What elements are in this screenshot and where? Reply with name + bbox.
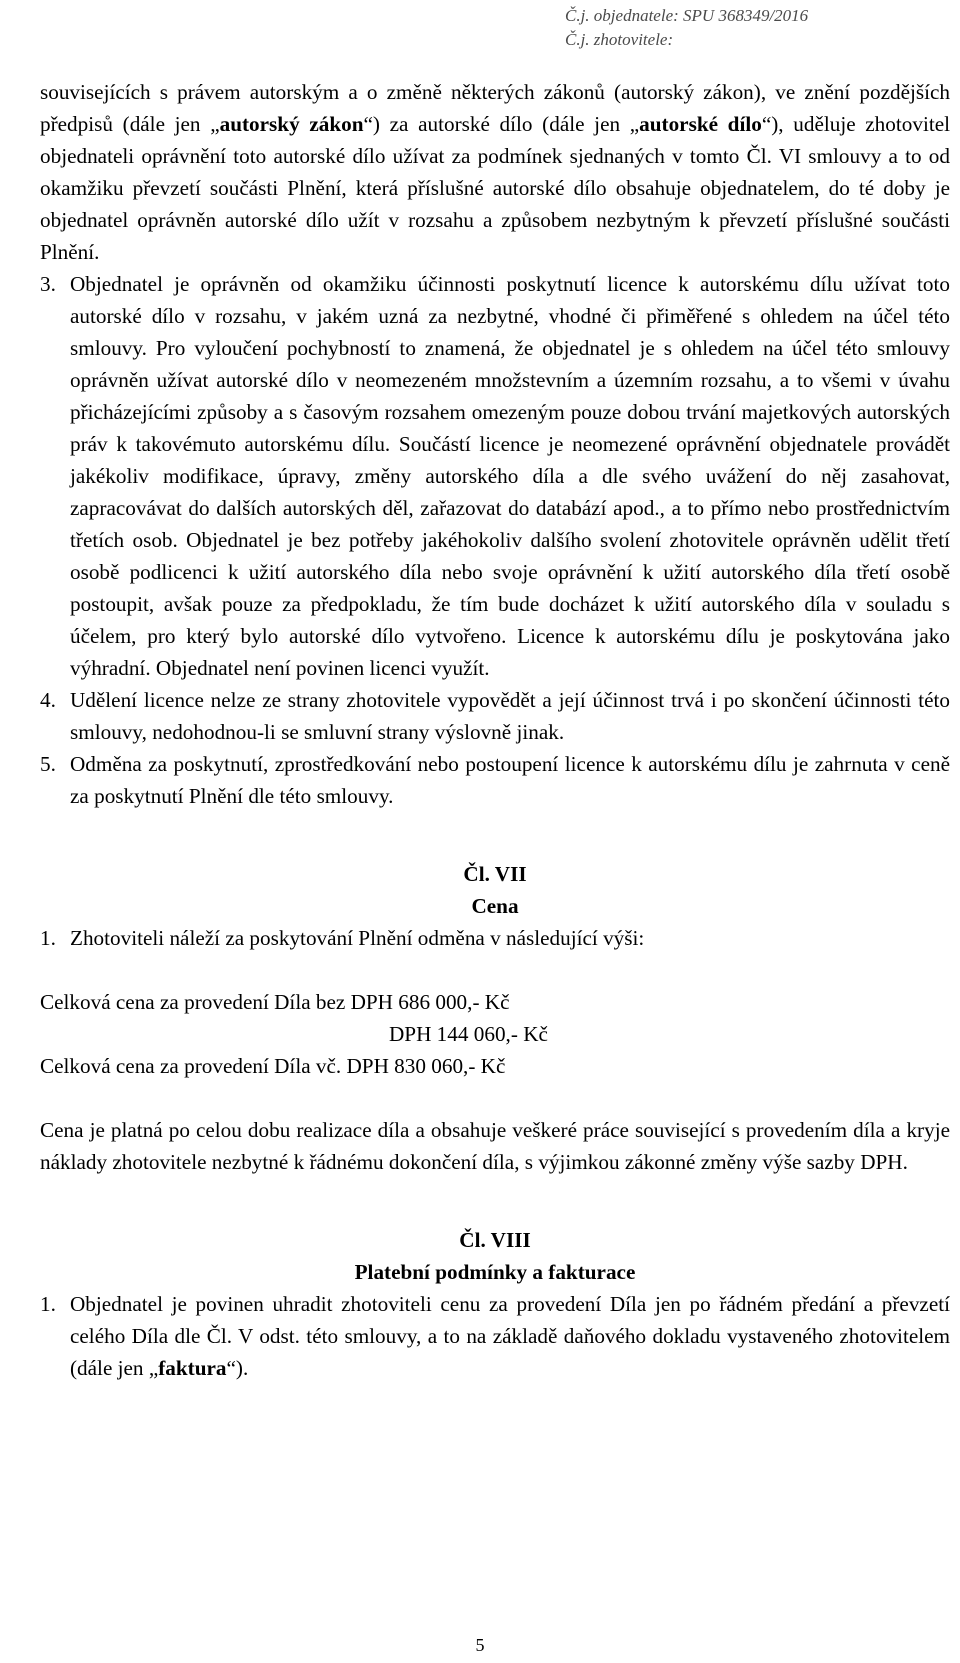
contractor-reference: Č.j. zhotovitele: [565, 30, 674, 49]
item-number: 1. [40, 926, 56, 950]
price-including-vat: Celková cena za provedení Díla vč. DPH 830 060,- Kč [40, 1054, 506, 1078]
page-number: 5 [475, 1635, 485, 1655]
defined-term: autorský zákon [219, 112, 364, 136]
defined-term: faktura [158, 1356, 227, 1380]
item-text: Zhotoviteli náleží za poskytování Plnění odměna v následující výši: [70, 926, 645, 950]
list-item [40, 748, 950, 812]
price-note: Cena je platná po celou dobu realizace díla a obsahuje veškeré práce související s provedením díla a kryje náklady zhotovitele nezbytné k řádnému dokončení díla, s výjimkou zákonné změny výše sazby DPH. [40, 1118, 950, 1174]
document-reference-header [565, 4, 808, 52]
item-text: Odměna za poskytnutí, zprostředkování nebo postoupení licence k autorskému dílu je zahrnuta v ceně za poskytnutí Plnění dle této smlouvy. [70, 752, 950, 808]
vat-amount: DPH 144 060,- Kč [389, 1022, 548, 1046]
list-item [40, 268, 950, 684]
text-run: Objednatel je povinen uhradit zhotoviteli cenu za provedení Díla jen po řádném předání a převzetí celého Díla dle Čl. V odst. této smlouvy, a to na základě daňového dokladu vystaveného zhotovitelem (dále jen „ [70, 1292, 950, 1380]
client-reference: Č.j. objednatele: SPU 368349/2016 [565, 6, 809, 25]
text-run: “). [226, 1356, 249, 1380]
document-body [40, 76, 950, 1384]
defined-term: autorské dílo [639, 112, 762, 136]
article-number: Čl. VIII [459, 1228, 531, 1252]
list-item [40, 922, 950, 954]
article-number: Čl. VII [463, 862, 527, 886]
text-run: “), uděluje zhotovitel objednateli oprávnění toto autorské dílo užívat za podmínek sjednaných v tomto Čl. VI smlouvy a to od okamžiku převzetí součásti Plnění, která příslušné autorské dílo obsahuje objednatelem, do té doby je objednatel oprávněn autorské dílo užít v rozsahu a způsobem nezbytným k převzetí příslušné součásti Plnění. [40, 112, 951, 264]
item-number: 3. [40, 272, 56, 296]
text-run: souvisejících s právem autorským a o změně některých zákonů (autorský zákon), ve znění pozdějších předpisů (dále jen „ [40, 80, 950, 136]
item-text [70, 1288, 950, 1384]
item-number: 4. [40, 688, 56, 712]
article-title: Cena [471, 894, 519, 918]
list-item [40, 684, 950, 748]
item-text: Udělení licence nelze ze strany zhotovitele vypovědět a její účinnost trvá i po skončení účinnosti této smlouvy, nedohodnou-li se smluvní strany výslovně jinak. [70, 688, 950, 744]
continued-paragraph [40, 76, 950, 268]
list-item [40, 1288, 950, 1384]
article-title: Platební podmínky a fakturace [354, 1260, 636, 1284]
item-text: Objednatel je oprávněn od okamžiku účinnosti poskytnutí licence k autorskému dílu užívat toto autorské dílo v rozsahu, v jakém uzná za nezbytné, vhodné či přiměřené s ohledem na účel této smlouvy. Pro vyloučení pochybností to znamená, že objednatel je s ohledem na účel této smlouvy oprávněn užívat autorské dílo v neomezeném množstevním a územním rozsahu, a to všemi v úvahu přicházejícími způsoby a s časovým rozsahem omezeným pouze dobou trvání majetkových autorských práv k takovémuto autorskému dílu. Součástí licence je neomezené oprávnění objednatele provádět jakékoliv modifikace, úpravy, změny autorského díla a dle svého uvážení do něj zasahovat, zapracovávat do dalších autorských děl, zařazovat do databází apod., a to přímo nebo prostřednictvím třetích osob. Objednatel je bez potřeby jakéhokoliv dalšího svolení zhotovitele oprávněn udělit třetí osobě podlicenci k užití autorského díla nebo svoje oprávnění k užití autorského díla třetí osobě postoupit, avšak pouze za předpokladu, že tím bude docházet k užití autorského díla v souladu s účelem, pro který bylo autorské dílo vytvořeno. Licence k autorskému dílu je poskytována jako výhradní. Objednatel není povinen licenci využít. [70, 272, 950, 680]
price-excluding-vat: Celková cena za provedení Díla bez DPH 686 000,- Kč [40, 990, 510, 1014]
item-number: 1. [40, 1292, 56, 1316]
item-number: 5. [40, 752, 56, 776]
text-run: “) za autorské dílo (dále jen „ [363, 112, 640, 136]
